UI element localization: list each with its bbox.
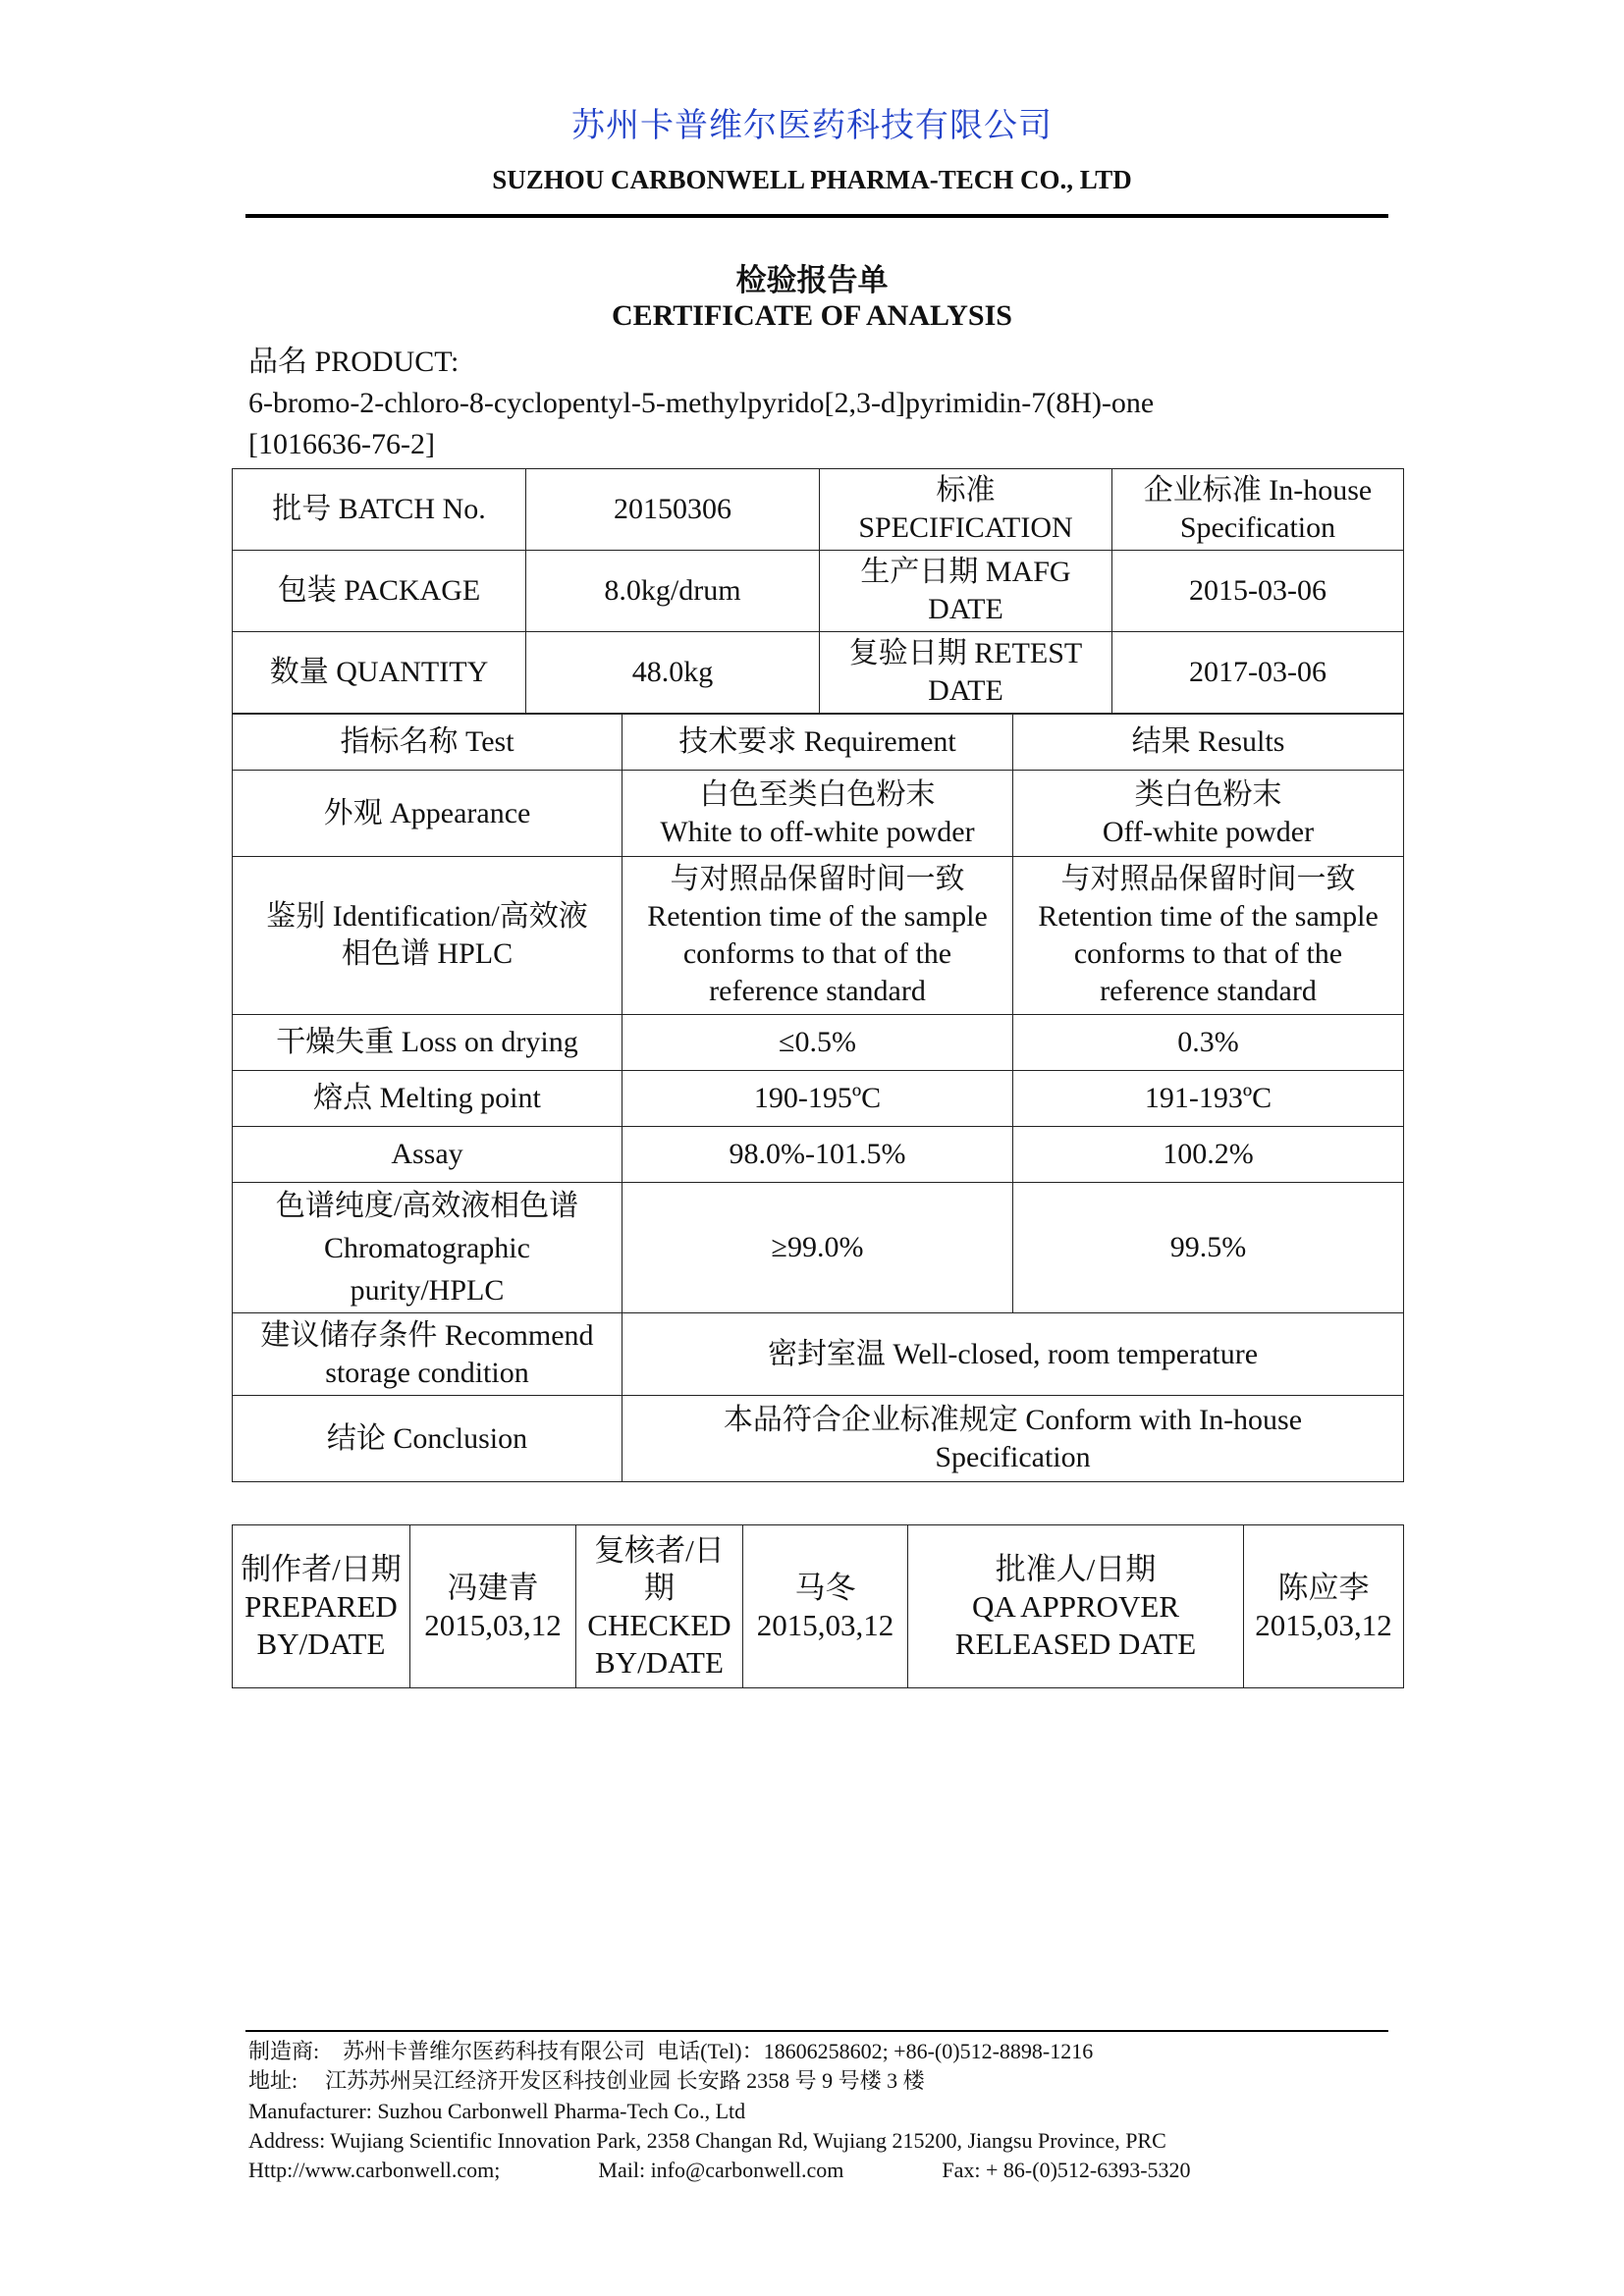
approver-label-line: 批准人/日期 <box>995 1551 1157 1586</box>
conclusion-value-line: Specification <box>935 1440 1091 1473</box>
conclusion-label: 结论 Conclusion <box>233 1396 623 1482</box>
table-header-row <box>233 715 1404 771</box>
footer-company-cn: 苏州卡普维尔医药科技有限公司 <box>343 2039 646 2063</box>
table-row <box>233 1525 1404 1688</box>
appearance-requirement <box>623 771 1013 857</box>
footer-manufacturer-cn <box>248 2037 1093 2066</box>
specification-value <box>1112 469 1404 551</box>
footer-manufacturer-label: 制造商: <box>248 2039 320 2063</box>
approver-label <box>908 1525 1244 1688</box>
header-test: 指标名称 Test <box>233 715 623 771</box>
identification-result <box>1013 857 1404 1015</box>
specification-label <box>820 469 1112 551</box>
product-cas-number: [1016636-76-2] <box>248 428 435 460</box>
melting-point-requirement: 190-195ºC <box>623 1071 1013 1127</box>
table-row <box>233 632 1404 714</box>
footer-email-link[interactable]: Mail: info@carbonwell.com <box>598 2158 844 2182</box>
company-name-en: SUZHOU CARBONWELL PHARMA-TECH CO., LTD <box>492 165 1132 194</box>
melting-point-result: 191-193ºC <box>1013 1071 1404 1127</box>
assay-label: Assay <box>233 1127 623 1183</box>
header-divider <box>245 214 1388 218</box>
checked-by-label <box>576 1525 743 1688</box>
identification-requirement-line: conforms to that of the <box>682 937 952 970</box>
approver-label-line: QA APPROVER <box>971 1588 1180 1624</box>
batch-label: 批号 BATCH No. <box>233 469 526 551</box>
approver-name: 陈应李 <box>1277 1570 1370 1605</box>
mfg-date-label-line: DATE <box>928 593 1003 625</box>
identification-label-line: 相色谱 HPLC <box>341 937 514 970</box>
purity-label-line: 色谱纯度/高效液相色谱 <box>275 1189 579 1222</box>
purity-label-line: purity/HPLC <box>350 1273 505 1307</box>
identification-requirement-line: reference standard <box>709 975 926 1007</box>
product-label: 品名 PRODUCT: <box>248 346 460 378</box>
table-row <box>233 1183 1404 1313</box>
loss-on-drying-label: 干燥失重 Loss on drying <box>233 1015 623 1071</box>
storage-label <box>233 1313 623 1396</box>
approver-label-line: RELEASED DATE <box>954 1626 1197 1661</box>
specification-value-en: Specification <box>1179 511 1336 544</box>
header-requirement: 技术要求 Requirement <box>623 715 1013 771</box>
prepared-by-value <box>410 1525 576 1688</box>
company-name-cn: 苏州卡普维尔医药科技有限公司 <box>571 108 1053 144</box>
footer-address-cn <box>248 2066 925 2096</box>
mfg-date-label <box>820 551 1112 632</box>
prepared-by-name: 冯建青 <box>447 1570 539 1605</box>
prepared-by-date: 2015,03,12 <box>424 1607 562 1642</box>
checked-by-name: 马冬 <box>794 1570 856 1605</box>
identification-result-line: conforms to that of the <box>1073 937 1343 970</box>
retest-date-label <box>820 632 1112 714</box>
prepared-by-label <box>233 1525 410 1688</box>
footer-address-en: Address: Wujiang Scientific Innovation Park, 2358 Changan Rd, Wujiang 215200, Jiangsu Province, PRC <box>248 2128 1166 2153</box>
approver-value <box>1244 1525 1404 1688</box>
appearance-result-cn: 类白色粉末 <box>1134 777 1282 811</box>
checked-by-label-line: BY/DATE <box>595 1644 724 1680</box>
footer-divider <box>245 2030 1388 2032</box>
appearance-requirement-en: White to off-white powder <box>660 815 975 848</box>
mfg-date-label-line: 生产日期 MAFG <box>860 556 1071 588</box>
appearance-result <box>1013 771 1404 857</box>
checked-by-value <box>743 1525 908 1688</box>
identification-requirement <box>623 857 1013 1015</box>
appearance-requirement-cn: 白色至类白色粉末 <box>699 777 936 811</box>
table-row <box>233 469 1404 551</box>
purity-label-line: Chromatographic <box>324 1231 530 1264</box>
identification-requirement-line: 与对照品保留时间一致 <box>670 863 965 895</box>
batch-value: 20150306 <box>526 469 820 551</box>
header-results: 结果 Results <box>1013 715 1404 771</box>
table-row <box>233 1071 1404 1127</box>
checked-by-date: 2015,03,12 <box>756 1607 894 1642</box>
table-row <box>233 857 1404 1015</box>
batch-info-table <box>232 468 1404 714</box>
document-title-en: CERTIFICATE OF ANALYSIS <box>612 299 1012 332</box>
storage-label-line: storage condition <box>325 1356 529 1389</box>
identification-result-line: 与对照品保留时间一致 <box>1060 863 1356 895</box>
storage-label-line: 建议储存条件 Recommend <box>260 1318 594 1352</box>
purity-requirement: ≥99.0% <box>623 1183 1013 1313</box>
footer-telephone: 电话(Tel)：18606258602; +86-(0)512-8898-1216 <box>657 2039 1094 2063</box>
footer-address-cn-text: 江苏苏州吴江经济开发区科技创业园 长安路 2358 号 9 号楼 3 楼 <box>325 2068 925 2093</box>
retest-date-value: 2017-03-06 <box>1112 632 1404 714</box>
purity-result: 99.5% <box>1013 1183 1404 1313</box>
package-label: 包装 PACKAGE <box>233 551 526 632</box>
table-row <box>233 1313 1404 1396</box>
specification-value-cn: 企业标准 In-house <box>1143 474 1373 507</box>
table-row <box>233 1015 1404 1071</box>
footer-website-link[interactable]: Http://www.carbonwell.com; <box>248 2158 501 2182</box>
loss-on-drying-result: 0.3% <box>1013 1015 1404 1071</box>
retest-date-label-line: 复验日期 RETEST <box>848 637 1083 669</box>
assay-requirement: 98.0%-101.5% <box>623 1127 1013 1183</box>
identification-requirement-line: Retention time of the sample <box>647 900 988 933</box>
conclusion-value-line: 本品符合企业标准规定 Conform with In-house <box>723 1403 1303 1436</box>
footer-manufacturer-en: Manufacturer: Suzhou Carbonwell Pharma-Tech Co., Ltd <box>248 2099 746 2123</box>
melting-point-label: 熔点 Melting point <box>233 1071 623 1127</box>
checked-by-label-line: CHECKED <box>587 1607 731 1642</box>
mfg-date-value: 2015-03-06 <box>1112 551 1404 632</box>
appearance-label: 外观 Appearance <box>233 771 623 857</box>
specification-label-en: SPECIFICATION <box>858 511 1073 544</box>
prepared-by-label-line: 制作者/日期 <box>241 1551 402 1586</box>
quantity-value: 48.0kg <box>526 632 820 714</box>
identification-label <box>233 857 623 1015</box>
table-row <box>233 1127 1404 1183</box>
identification-result-line: reference standard <box>1100 975 1317 1007</box>
footer-address-label: 地址: <box>248 2068 298 2093</box>
retest-date-label-line: DATE <box>928 674 1003 707</box>
product-name: 6-bromo-2-chloro-8-cyclopentyl-5-methylpyrido[2,3-d]pyrimidin-7(8H)-one <box>248 387 1155 419</box>
package-value: 8.0kg/drum <box>526 551 820 632</box>
quantity-label: 数量 QUANTITY <box>233 632 526 714</box>
checked-by-label-line: 期 <box>644 1570 675 1605</box>
table-row <box>233 551 1404 632</box>
specification-label-cn: 标准 <box>936 474 996 507</box>
storage-condition: 密封室温 Well-closed, room temperature <box>623 1313 1404 1396</box>
table-row <box>233 1396 1404 1482</box>
footer-fax: Fax: + 86-(0)512-6393-5320 <box>942 2158 1191 2182</box>
identification-result-line: Retention time of the sample <box>1038 900 1379 933</box>
table-row <box>233 771 1404 857</box>
appearance-result-en: Off-white powder <box>1102 815 1315 848</box>
purity-label <box>233 1183 623 1313</box>
prepared-by-label-line: BY/DATE <box>256 1626 386 1661</box>
footer-contacts <box>248 2156 1191 2185</box>
identification-label-line: 鉴别 Identification/高效液 <box>266 900 588 933</box>
signature-table <box>232 1524 1404 1688</box>
assay-result: 100.2% <box>1013 1127 1404 1183</box>
checked-by-label-line: 复核者/日 <box>594 1532 725 1568</box>
document-title-cn: 检验报告单 <box>735 263 889 297</box>
test-results-table <box>232 714 1404 1482</box>
loss-on-drying-requirement: ≤0.5% <box>623 1015 1013 1071</box>
approver-date: 2015,03,12 <box>1255 1607 1392 1642</box>
prepared-by-label-line: PREPARED <box>244 1588 398 1624</box>
conclusion-value <box>623 1396 1404 1482</box>
